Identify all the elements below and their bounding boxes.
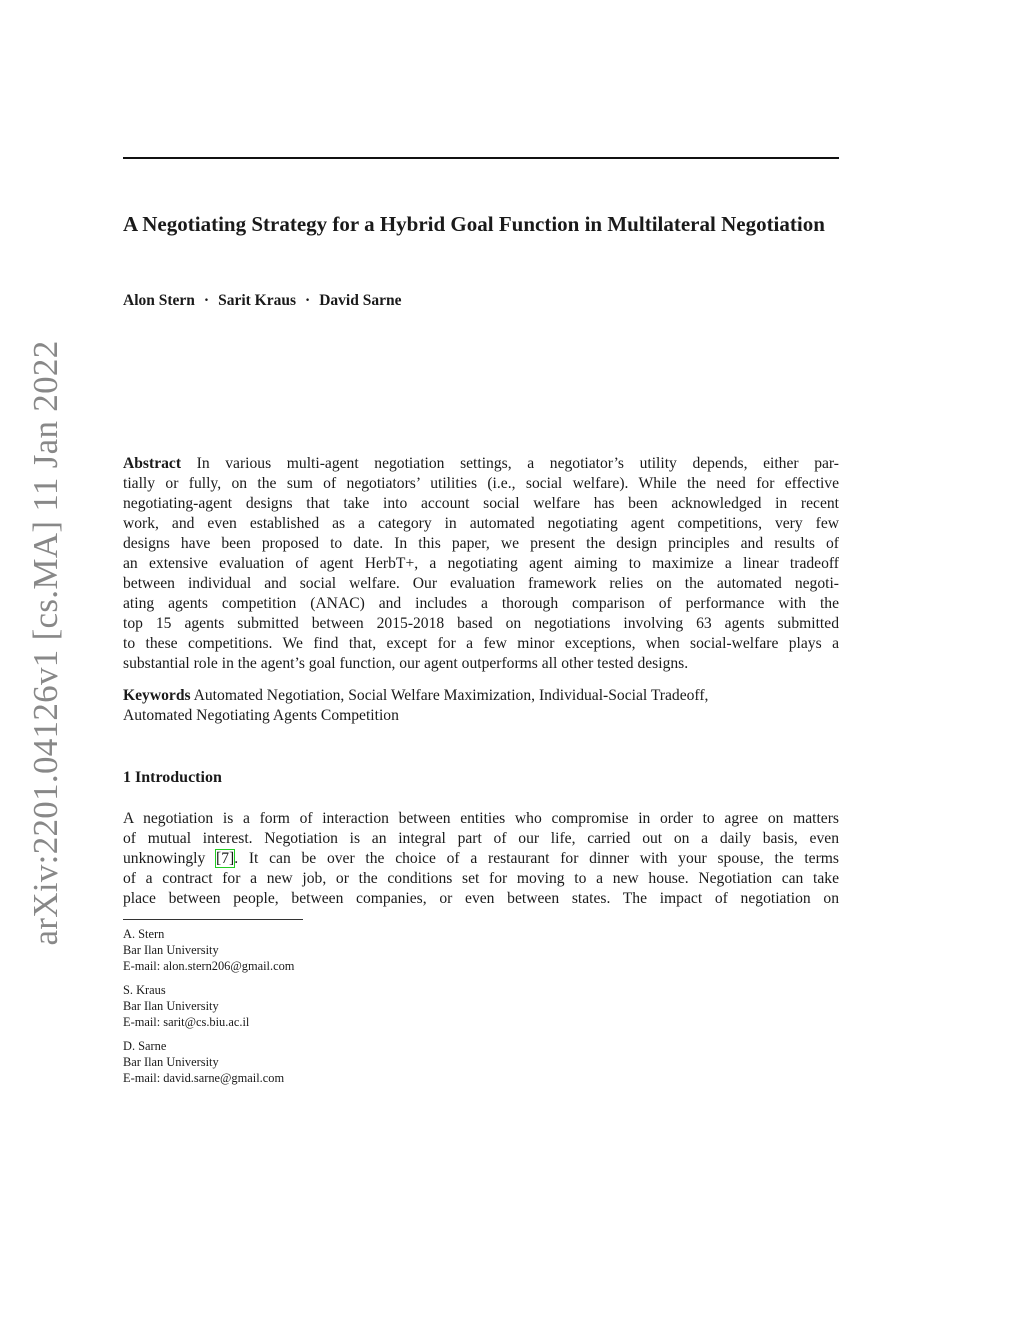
abstract-line: to these competitions. We find that, except for a few minor exceptions, when social-welfare plays a bbox=[123, 635, 839, 652]
intro-line bbox=[123, 849, 839, 869]
paper-title: A Negotiating Strategy for a Hybrid Goal Function in Multilateral Negotiation bbox=[123, 212, 825, 236]
abstract-line: tially or fully, on the sum of negotiators’ utilities (i.e., social welfare). While the need for effective bbox=[123, 475, 839, 492]
footnote-affiliation: Bar Ilan University bbox=[123, 999, 219, 1013]
author-name: David Sarne bbox=[319, 292, 402, 309]
footnote-rule bbox=[123, 919, 303, 920]
abstract-line: work, and even established as a category in automated negotiating agent competitions, very few bbox=[123, 515, 839, 532]
footnote-author bbox=[123, 982, 249, 1030]
footnote-name: D. Sarne bbox=[123, 1039, 167, 1053]
intro-text: unknowingly bbox=[123, 850, 217, 867]
abstract bbox=[123, 454, 839, 674]
footnote-name: S. Kraus bbox=[123, 983, 166, 997]
keywords-line: Automated Negotiating Agents Competition bbox=[123, 707, 399, 724]
footnote-email: E-mail: david.sarne@gmail.com bbox=[123, 1071, 285, 1085]
citation-link[interactable]: [7] bbox=[216, 850, 235, 867]
footnote-name: A. Stern bbox=[123, 927, 165, 941]
abstract-line: designs have been proposed to date. In this paper, we present the design principles and results of bbox=[123, 535, 839, 552]
section-heading: 1 Introduction bbox=[123, 769, 222, 786]
footnote-author bbox=[123, 926, 294, 974]
footnote-email: E-mail: sarit@cs.biu.ac.il bbox=[123, 1015, 250, 1029]
arxiv-stamp: arXiv:2201.04126v1 [cs.MA] 11 Jan 2022 bbox=[26, 340, 65, 946]
abstract-line: an extensive evaluation of agent HerbT+, a negotiating agent aiming to maximize a linear tradeoff bbox=[123, 555, 839, 572]
author-name: Sarit Kraus bbox=[218, 292, 297, 309]
author-separator: · bbox=[203, 292, 210, 309]
intro-line: of a contract for a new job, or the conditions set for moving to a new house. Negotiation can take bbox=[123, 870, 839, 887]
footnote-email: E-mail: alon.stern206@gmail.com bbox=[123, 959, 295, 973]
intro-line: A negotiation is a form of interaction between entities who compromise in order to agree on matters bbox=[123, 810, 839, 827]
intro-text: . It can be over the choice of a restaurant for dinner with your spouse, the terms bbox=[234, 850, 839, 867]
author-separator: · bbox=[305, 292, 311, 309]
footnote-affiliation: Bar Ilan University bbox=[123, 943, 219, 957]
intro-line: place between people, between companies, or even between states. The impact of negotiation on bbox=[123, 890, 839, 907]
author-list bbox=[123, 292, 401, 310]
abstract-line: negotiating-agent designs that take into account social welfare has been acknowledged in recent bbox=[123, 495, 839, 512]
footnote-author bbox=[123, 1038, 284, 1086]
author-name: Alon Stern bbox=[123, 292, 195, 309]
abstract-line: top 15 agents submitted between 2015-2018 based on negotiations involving 63 agents submitted bbox=[123, 615, 839, 632]
abstract-line: In various multi-agent negotiation settings, a negotiator’s utility depends, either par- bbox=[196, 455, 839, 472]
footnote-affiliation: Bar Ilan University bbox=[123, 1055, 219, 1069]
keywords bbox=[123, 686, 839, 726]
intro-line: of mutual interest. Negotiation is an integral part of our life, carried out on a daily basis, even bbox=[123, 830, 839, 847]
keywords-label: Keywords bbox=[123, 687, 191, 704]
abstract-line: ating agents competition (ANAC) and includes a thorough comparison of performance with the bbox=[123, 595, 839, 612]
introduction-body bbox=[123, 809, 839, 909]
header-rule bbox=[123, 157, 839, 159]
keywords-line: Automated Negotiation, Social Welfare Maximization, Individual-Social Tradeoff, bbox=[193, 687, 709, 704]
abstract-label: Abstract bbox=[123, 455, 182, 472]
abstract-line: substantial role in the agent’s goal function, our agent outperforms all other tested designs. bbox=[123, 655, 689, 672]
abstract-line: between individual and social welfare. Our evaluation framework relies on the automated negoti- bbox=[123, 575, 839, 592]
